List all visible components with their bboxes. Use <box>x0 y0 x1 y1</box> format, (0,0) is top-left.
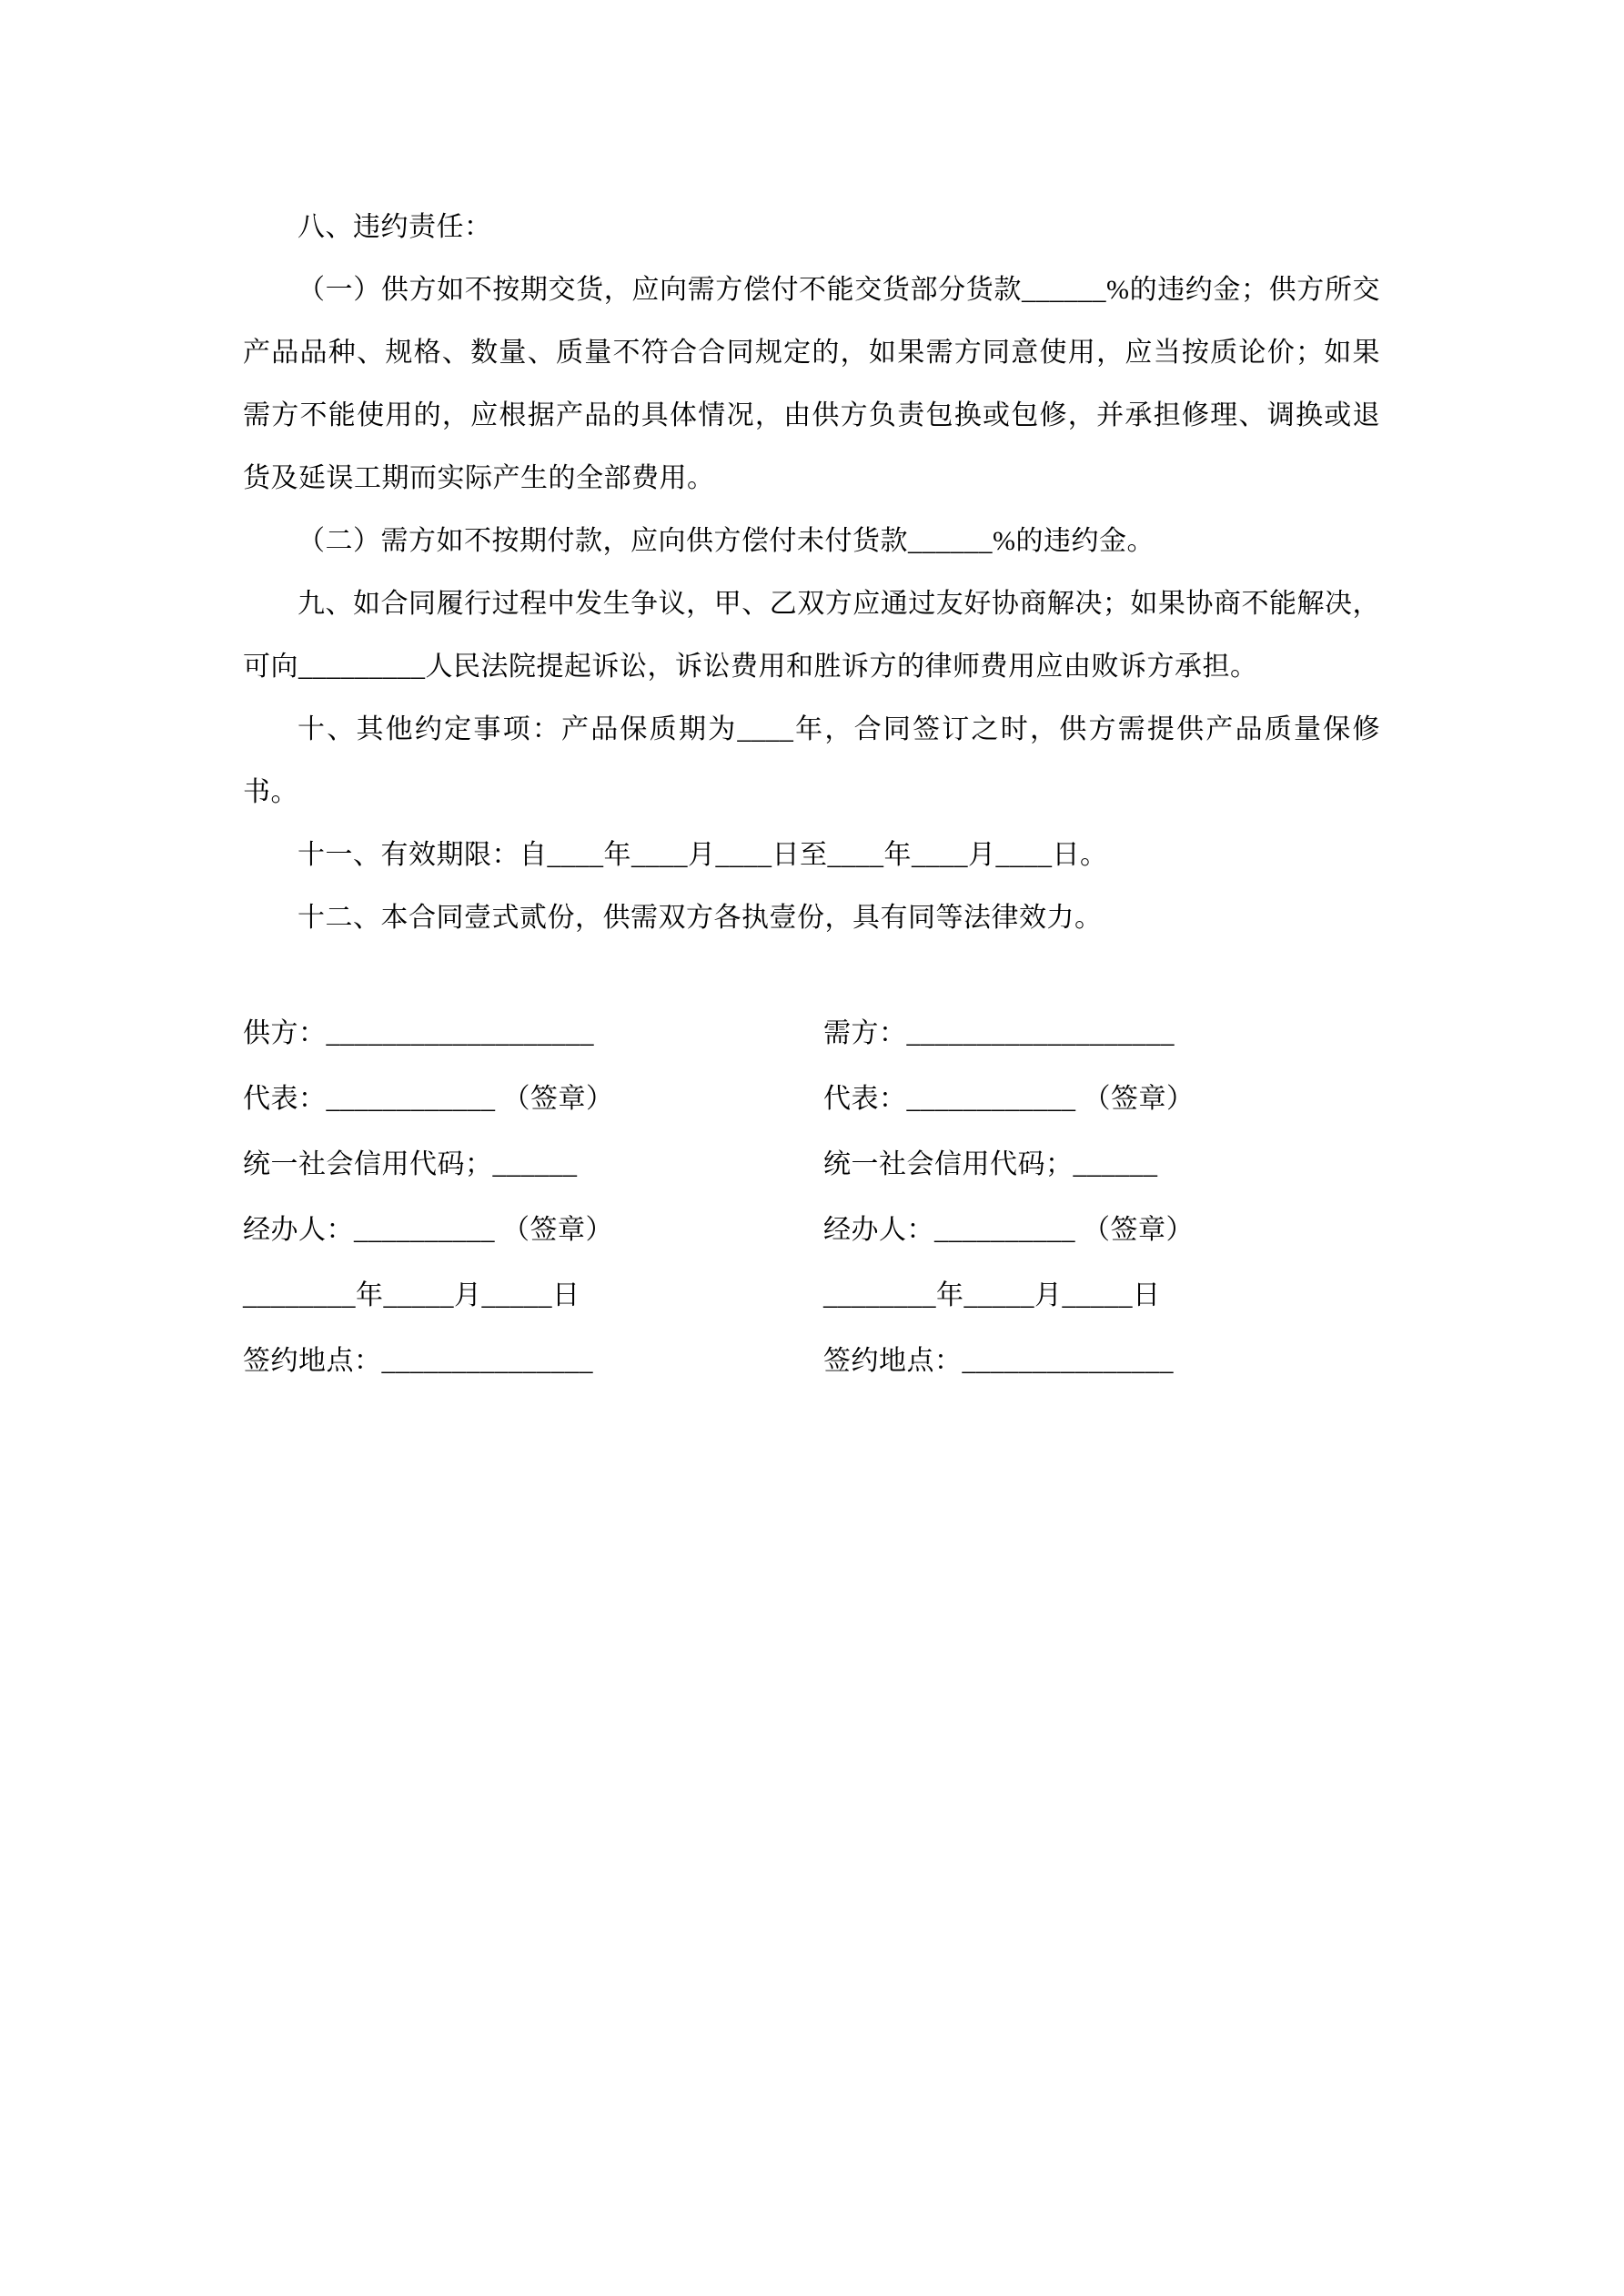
supplier-signing-place-line: 签约地点：_______________ <box>243 1346 593 1376</box>
contract-clauses-section <box>243 196 1380 949</box>
clause-8-item-2: （二）需方如不按期付款，应向供方偿付未付货款______%的违约金。 <box>298 526 1155 556</box>
clause-9: 九、如合同履行过程中发生争议，甲、乙双方应通过友好协商解决；如果协商不能解决，可向_________人民法院提起诉讼，诉讼费用和胜诉方的律师费用应由败诉方承担。 <box>243 589 1380 682</box>
buyer-date-line: ________年_____月_____日 <box>823 1280 1161 1310</box>
buyer-name-line: 需方：___________________ <box>823 1018 1175 1048</box>
clause-12: 十二、本合同壹式贰份，供需双方各执壹份，具有同等法律效力。 <box>298 903 1103 933</box>
buyer-representative-line: 代表：____________ （签章） <box>823 1084 1195 1114</box>
clause-10: 十、其他约定事项：产品保质期为____年，合同签订之时，供方需提供产品质量保修书。 <box>243 714 1380 807</box>
supplier-credit-code-line: 统一社会信用代码；______ <box>243 1149 578 1179</box>
buyer-signing-place-line: 签约地点：_______________ <box>823 1346 1174 1376</box>
supplier-signature-column <box>243 1001 823 1394</box>
supplier-name-line: 供方：___________________ <box>243 1018 594 1048</box>
clause-8-item-1: （一）供方如不按期交货，应向需方偿付不能交货部分货款______%的违约金；供方所交产品品种、规格、数量、质量不符合合同规定的，如果需方同意使用，应当按质论价；如果需方不能使用的，应根据产品的具体情况，由供方负责包换或包修，并承担修理、调换或退货及延误工期而实际产生的全部费用。 <box>243 275 1380 493</box>
supplier-representative-line: 代表：____________ （签章） <box>243 1084 614 1114</box>
buyer-handler-line: 经办人：__________ （签章） <box>823 1215 1194 1245</box>
clause-8-heading: 八、违约责任： <box>298 212 492 242</box>
signature-section <box>243 1001 1380 1394</box>
buyer-signature-column <box>823 1001 1380 1394</box>
buyer-credit-code-line: 统一社会信用代码；______ <box>823 1149 1158 1179</box>
supplier-handler-line: 经办人：__________ （签章） <box>243 1215 613 1245</box>
clause-11: 十一、有效期限：自____年____月____日至____年____月____日。 <box>298 840 1108 870</box>
supplier-date-line: ________年_____月_____日 <box>243 1280 580 1310</box>
